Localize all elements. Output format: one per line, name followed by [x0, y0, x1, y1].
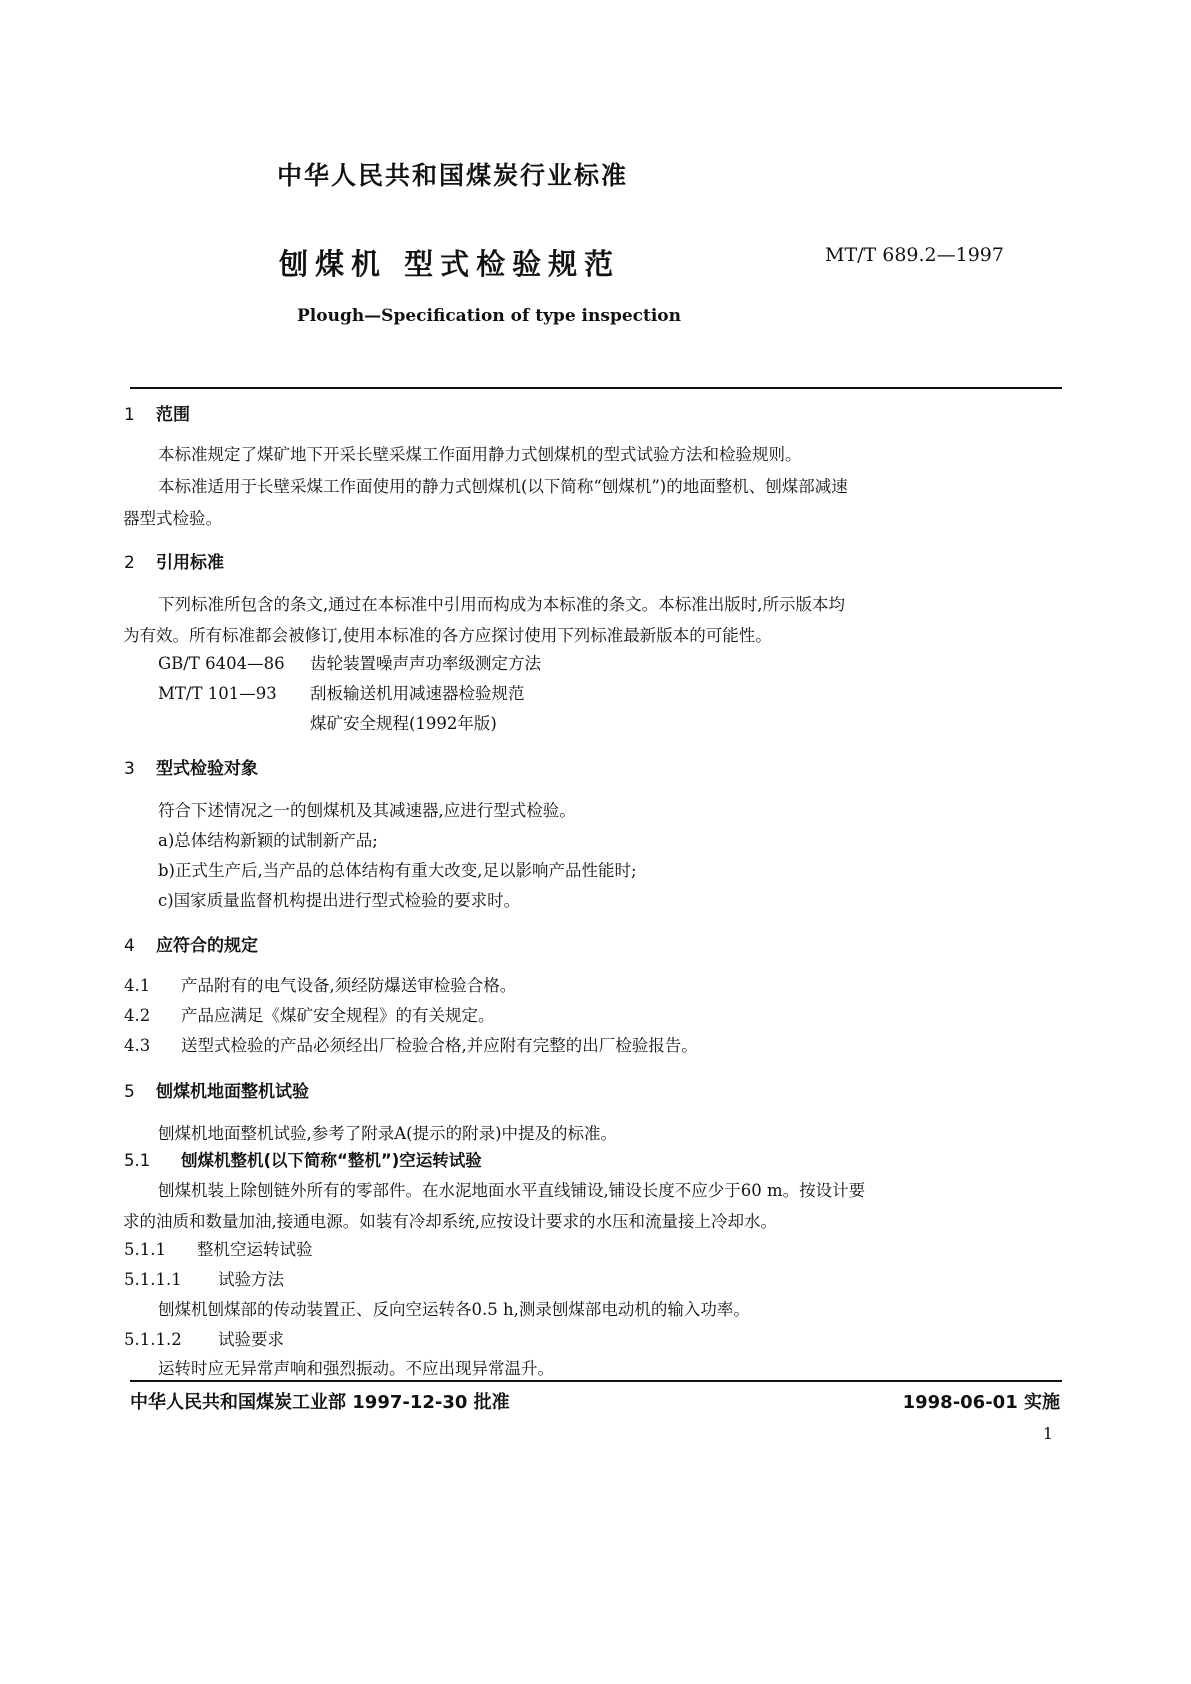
section-title: 应符合的规定	[156, 936, 258, 956]
reference-name: 齿轮装置噪声声功率级测定方法	[310, 654, 541, 673]
section-title: 范围	[156, 405, 190, 425]
implementation-date: 1998-06-01 实施	[902, 1392, 1060, 1413]
section-number: 4	[124, 936, 135, 956]
paragraph-continued: 为有效。所有标准都会被修订,使用本标准的各方应探讨使用下列标准最新版本的可能性。	[123, 626, 772, 645]
section-5-heading	[124, 1077, 309, 1102]
paragraph: 符合下述情况之一的刨煤机及其减速器,应进行型式检验。	[158, 801, 576, 820]
reference-item	[158, 680, 525, 704]
reference-code: GB/T 6404—86	[158, 654, 285, 673]
section-number: 3	[124, 759, 135, 779]
section-4-heading	[124, 931, 258, 956]
clause-number: 5.1.1.1	[124, 1270, 182, 1289]
paragraph: 刨煤机刨煤部的传动装置正、反向空运转各0.5 h,测录刨煤部电动机的输入功率。	[158, 1300, 750, 1319]
clause-number: 5.1.1	[124, 1240, 166, 1259]
clause-title: 试验要求	[218, 1330, 284, 1349]
paragraph: 刨煤机装上除刨链外所有的零部件。在水泥地面水平直线铺设,铺设长度不应少于60 m。按设计要	[158, 1181, 866, 1200]
section-number: 2	[124, 553, 135, 573]
section-1-heading	[124, 400, 190, 425]
clause	[124, 972, 516, 996]
clause-number: 4.1	[124, 976, 151, 995]
paragraph: 刨煤机地面整机试验,参考了附录A(提示的附录)中提及的标准。	[158, 1124, 618, 1143]
clause-text: 产品附有的电气设备,须经防爆送审检验合格。	[181, 976, 517, 995]
section-number: 5	[124, 1082, 135, 1102]
clause-number: 4.2	[124, 1006, 151, 1025]
standard-number: MT/T 689.2—1997	[825, 244, 1004, 266]
subsection-5-1-1-1-heading	[124, 1266, 284, 1290]
paragraph: 下列标准所包含的条文,通过在本标准中引用而构成为本标准的条文。本标准出版时,所示版本均	[158, 595, 845, 614]
section-title: 型式检验对象	[156, 759, 258, 779]
subsection-5-1-1-2-heading	[124, 1326, 284, 1350]
list-item: a)总体结构新颖的试制新产品;	[158, 831, 378, 850]
reference-code: MT/T 101—93	[158, 684, 277, 703]
subsection-5-1-1-heading	[124, 1236, 313, 1260]
page-number: 1	[1042, 1424, 1053, 1443]
clause-text: 送型式检验的产品必须经出厂检验合格,并应附有完整的出厂检验报告。	[181, 1036, 698, 1055]
footer-divider	[130, 1380, 1062, 1382]
clause	[124, 1032, 698, 1056]
section-title: 刨煤机地面整机试验	[156, 1082, 309, 1102]
reference-name: 煤矿安全规程(1992年版)	[310, 714, 497, 733]
clause-number: 5.1	[124, 1151, 151, 1170]
paragraph: 运转时应无异常声响和强烈振动。不应出现异常温升。	[158, 1359, 554, 1378]
list-item: c)国家质量监督机构提出进行型式检验的要求时。	[158, 891, 521, 910]
list-item: b)正式生产后,当产品的总体结构有重大改变,足以影响产品性能时;	[158, 861, 637, 880]
clause-title: 整机空运转试验	[197, 1240, 313, 1259]
paragraph-continued: 求的油质和数量加油,接通电源。如装有冷却系统,应按设计要求的水压和流量接上冷却水。	[123, 1212, 777, 1231]
clause	[124, 1002, 495, 1026]
paragraph: 本标准规定了煤矿地下开采长壁采煤工作面用静力式刨煤机的型式试验方法和检验规则。	[158, 445, 802, 464]
subsection-5-1-heading	[124, 1147, 482, 1171]
clause-number: 4.3	[124, 1036, 151, 1055]
section-2-heading	[124, 548, 224, 573]
clause-number: 5.1.1.2	[124, 1330, 182, 1349]
document-organization: 中华人民共和国煤炭行业标准	[277, 161, 629, 190]
section-number: 1	[124, 405, 135, 425]
clause-title: 刨煤机整机(以下简称“整机”)空运转试验	[181, 1151, 482, 1170]
approval-line: 中华人民共和国煤炭工业部 1997-12-30 批准	[130, 1392, 510, 1413]
reference-name: 刮板输送机用减速器检验规范	[310, 684, 525, 703]
english-title: Plough—Specification of type inspection	[297, 306, 682, 326]
clause-text: 产品应满足《煤矿安全规程》的有关规定。	[181, 1006, 495, 1025]
header-divider	[130, 387, 1062, 389]
document-title: 刨煤机 型式检验规范	[279, 247, 621, 281]
paragraph: 本标准适用于长壁采煤工作面使用的静力式刨煤机(以下简称“刨煤机”)的地面整机、刨煤部减速	[158, 477, 848, 496]
paragraph-continued: 器型式检验。	[123, 509, 222, 528]
clause-title: 试验方法	[218, 1270, 284, 1289]
reference-item	[158, 650, 541, 674]
section-3-heading	[124, 754, 258, 779]
section-title: 引用标准	[156, 553, 224, 573]
